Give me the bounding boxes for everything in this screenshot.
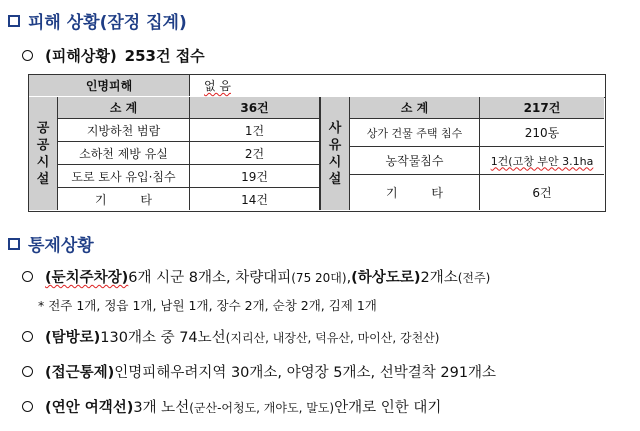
ferry-label: (연안 여객선) [45, 400, 134, 416]
circle-bullet-icon [22, 401, 33, 412]
trail-control-item [22, 326, 439, 347]
public-row-name: 소하천 제방 유실 [57, 141, 189, 164]
parking-sep: , [346, 270, 352, 286]
damage-table [28, 74, 606, 212]
private-row-name: 상가 건물 주택 침수 [349, 118, 479, 146]
riverbed-road-text: 2개소 [420, 270, 458, 286]
public-row-value: 1건 [189, 118, 319, 141]
casualty-label: 인명피해 [29, 75, 189, 96]
private-row-name: 기 타 [349, 174, 479, 210]
trail-small: (지리산, 내장산, 덕유산, 마이산, 강천산) [225, 331, 440, 345]
section-control-heading [8, 231, 94, 256]
section-damage-title: 피해 상황(잠정 집계) [28, 13, 187, 33]
private-label-char: 유 [328, 137, 342, 153]
private-facility-label [319, 97, 349, 210]
public-total-value: 36건 [189, 97, 319, 118]
private-row-value: 6건 [479, 174, 604, 210]
section-control-title: 통제상황 [28, 236, 94, 256]
trail-text: 130개소 중 74노선 [100, 330, 226, 346]
casualty-value-cell [189, 75, 604, 96]
riverbed-road-label: (하상도로) [351, 270, 421, 286]
parking-label: (둔치주차장) [45, 270, 129, 286]
private-row-value: 1건(고창 부안 3.1ha [490, 154, 594, 168]
public-row-value: 19건 [189, 164, 319, 187]
private-total-value: 217건 [479, 97, 604, 118]
casualty-value: 없 음 [204, 79, 231, 93]
circle-bullet-icon [22, 366, 33, 377]
public-row-name: 도로 토사 유입·침수 [57, 164, 189, 187]
circle-bullet-icon [22, 50, 33, 61]
ferry-text2: 안개로 인한 대기 [334, 400, 442, 416]
summary-label: (피해상황) [45, 47, 117, 65]
circle-bullet-icon [22, 271, 33, 282]
public-label-char: 공 [36, 120, 50, 136]
square-bullet-icon [8, 238, 20, 250]
private-total-label: 소 계 [349, 97, 479, 118]
access-control-item [22, 361, 496, 382]
damage-summary [22, 45, 205, 66]
summary-value: 253건 접수 [124, 47, 205, 65]
private-row-value: 210동 [479, 118, 604, 146]
circle-bullet-icon [22, 331, 33, 342]
public-row-value: 14건 [189, 187, 319, 210]
public-label-char: 시 [36, 154, 50, 170]
riverbed-road-small: (전주) [457, 271, 491, 285]
private-label-char: 사 [328, 120, 342, 136]
private-row-name: 농작물침수 [349, 146, 479, 174]
public-total-label: 소 계 [57, 97, 189, 118]
casualty-row [29, 75, 605, 98]
access-label: (접근통제) [45, 365, 115, 381]
public-row-name: 지방하천 범람 [57, 118, 189, 141]
parking-text: 6개 시군 8개소, 차량대피 [128, 270, 292, 286]
private-label-char: 설 [328, 171, 342, 187]
parking-small: (75 20대) [291, 271, 347, 285]
ferry-text: 3개 노선 [133, 400, 190, 416]
parking-note: * 전주 1개, 정읍 1개, 남원 1개, 장수 2개, 순창 2개, 김제 1개 [38, 298, 377, 313]
public-row-value: 2건 [189, 141, 319, 164]
ferry-small: (군산-어청도, 개야도, 말도) [189, 401, 335, 415]
private-label-char: 시 [328, 154, 342, 170]
square-bullet-icon [8, 15, 20, 27]
ferry-control-item [22, 396, 441, 417]
private-row-value-cell [479, 146, 604, 174]
public-row-name: 기 타 [57, 187, 189, 210]
public-label-char: 설 [36, 171, 50, 187]
section-damage-heading [8, 8, 187, 33]
access-text: 인명피해우려지역 30개소, 야영장 5개소, 선박결착 291개소 [114, 365, 497, 381]
public-facility-label [29, 97, 57, 210]
parking-control-item [22, 266, 490, 287]
trail-label: (탐방로) [45, 330, 101, 346]
public-label-char: 공 [36, 137, 50, 153]
